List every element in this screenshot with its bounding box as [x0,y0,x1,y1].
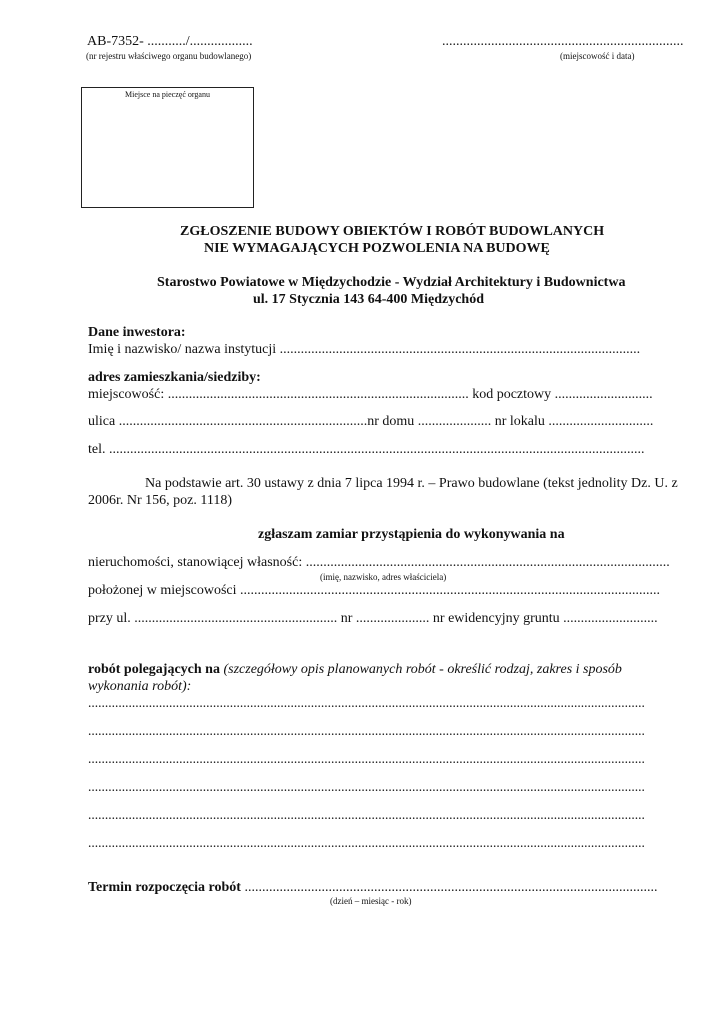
city-postal-field[interactable]: miejscowość: ...................................................................................... kod pocztowy ............................ [88,387,653,402]
location-field[interactable]: położonej w miejscowości ........................................................................................................................ [88,583,661,598]
office-name: Starostwo Powiatowe w Międzychodzie - Wydział Architektury i Budownictwa [157,275,626,290]
register-number: AB-7352- .........../.................. [87,34,253,49]
declaration-heading: zgłaszam zamiar przystąpienia do wykonywania na [258,527,565,542]
address-heading: adres zamieszkania/siedziby: [88,370,261,385]
start-date-field[interactable] [88,880,657,896]
place-date-line: ..................................................................... [442,34,684,49]
works-line[interactable]: ..................................................................................................................................................................... [88,807,645,822]
works-heading-bold: robót polegających na [88,662,220,677]
works-heading-italic: (szczegółowy opis planowanych robót - określić rodzaj, zakres i sposób [219,662,622,677]
property-owner-field[interactable]: nieruchomości, stanowiącej własność: ........................................................................................................ [88,555,670,570]
start-date-dots: ...................................................................................................................... [240,880,658,895]
register-caption: (nr rejestru właściwego organu budowlanego) [86,51,252,61]
office-address: ul. 17 Stycznia 143 64-400 Międzychód [253,292,484,307]
works-heading-italic-cont: wykonania robót): [88,679,192,694]
works-line[interactable]: ..................................................................................................................................................................... [88,835,645,850]
legal-basis-line1: Na podstawie art. 30 ustawy z dnia 7 lipca 1994 r. – Prawo budowlane (tekst jednolity Dz. U. z [145,476,678,491]
investor-name-field[interactable]: Imię i nazwisko/ nazwa instytucji ....................................................................................................... [88,342,641,357]
works-line[interactable]: ..................................................................................................................................................................... [88,779,645,794]
investor-heading: Dane inwestora: [88,325,186,340]
form-title-line2: NIE WYMAGAJĄCYCH POZWOLENIA NA BUDOWĘ [204,241,550,256]
street-field[interactable]: ulica .......................................................................nr domu ..................... nr lokalu .............................. [88,414,654,429]
works-line[interactable]: ..................................................................................................................................................................... [88,723,645,738]
start-date-label: Termin rozpoczęcia robót [88,880,241,895]
owner-caption: (imię, nazwisko, adres właściciela) [320,572,447,582]
works-line[interactable]: ..................................................................................................................................................................... [88,751,645,766]
stamp-caption: Miejsce na pieczęć organu [125,90,210,99]
phone-field[interactable]: tel. ......................................................................................................................................................... [88,442,645,457]
place-date-caption: (miejscowość i data) [560,51,635,61]
start-date-caption: (dzień – miesiąc - rok) [330,896,412,906]
legal-basis-line2: 2006r. Nr 156, poz. 1118) [88,493,232,508]
stamp-box [81,87,254,208]
form-title-line1: ZGŁOSZENIE BUDOWY OBIEKTÓW I ROBÓT BUDOWLANYCH [180,224,605,239]
plot-street-field[interactable]: przy ul. .......................................................... nr ..................... nr ewidencyjny gruntu ........................... [88,611,658,626]
works-heading [88,662,622,678]
works-line[interactable]: ..................................................................................................................................................................... [88,695,645,710]
